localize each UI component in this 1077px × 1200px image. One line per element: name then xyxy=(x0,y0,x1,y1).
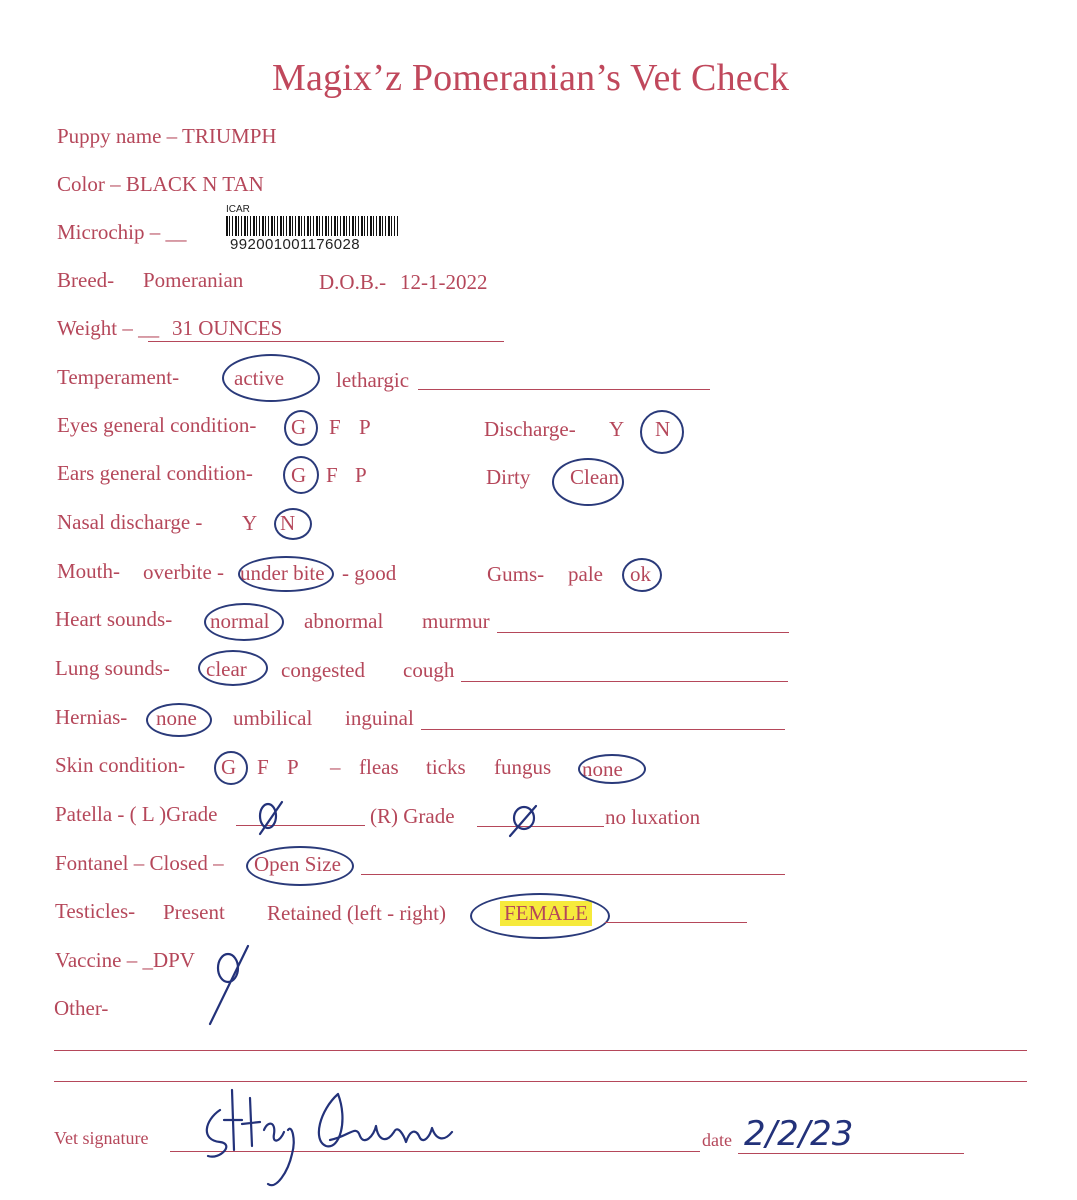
mouth-option-underbite[interactable]: under bite xyxy=(240,561,325,585)
heart-label: Heart sounds- xyxy=(55,607,173,631)
vet-signature-label: Vet signature xyxy=(54,1128,149,1148)
ears-dirty[interactable]: Dirty xyxy=(486,465,531,489)
other-label: Other- xyxy=(54,996,109,1020)
circle-mark-normal xyxy=(204,603,284,641)
lung-option-clear[interactable]: clear xyxy=(206,657,247,681)
handwritten-zero-left xyxy=(252,796,292,840)
date-value[interactable]: 2/2/23 xyxy=(744,1114,854,1154)
circle-mark-ears-g xyxy=(283,456,319,494)
hernias-option-inguinal[interactable]: inguinal xyxy=(345,706,414,730)
hernias-underline xyxy=(421,729,785,730)
circle-mark-skin-none xyxy=(578,754,646,784)
testicles-underline xyxy=(605,922,747,923)
circle-mark-clear xyxy=(198,650,268,686)
breed-label: Breed- xyxy=(57,268,115,292)
microchip-barcode-sticker xyxy=(216,204,396,256)
vet-signature-scribble xyxy=(180,1080,480,1200)
circle-mark-skin-g xyxy=(214,751,248,785)
circle-mark-female xyxy=(470,893,610,939)
temperament-underline xyxy=(418,389,710,390)
circle-mark-clean xyxy=(552,458,624,506)
dob-label: D.O.B.- xyxy=(319,270,387,294)
circle-mark-gums-ok xyxy=(622,558,662,592)
nasal-option-n[interactable]: N xyxy=(280,511,296,535)
heart-option-abnormal[interactable]: abnormal xyxy=(304,609,384,633)
other-line-1 xyxy=(54,1050,1027,1051)
skin-dash: – xyxy=(330,755,341,779)
handwritten-zero-vaccine xyxy=(198,940,258,1030)
weight-label: Weight – __ xyxy=(57,316,160,340)
ears-label: Ears general condition- xyxy=(57,461,253,485)
gums-label: Gums- xyxy=(487,562,545,586)
eyes-option-f[interactable]: F xyxy=(329,415,341,439)
discharge-option-y[interactable]: Y xyxy=(609,417,625,441)
hernias-label: Hernias- xyxy=(55,705,128,729)
dob-value[interactable]: 12-1-2022 xyxy=(400,270,488,294)
mouth-option-good[interactable]: - good xyxy=(342,561,397,585)
vaccine-label: Vaccine – _DPV xyxy=(55,948,195,972)
temperament-option-lethargic[interactable]: lethargic xyxy=(336,368,410,392)
lung-option-cough[interactable]: cough xyxy=(403,658,455,682)
mouth-option-overbite[interactable]: overbite - xyxy=(143,560,225,584)
discharge-label: Discharge- xyxy=(484,417,576,441)
circle-mark-discharge-n xyxy=(640,410,684,454)
circle-mark-open-size xyxy=(246,846,354,886)
handwritten-zero-right xyxy=(500,800,544,840)
color-value[interactable]: BLACK N TAN xyxy=(125,172,264,196)
circle-mark-hernias-none xyxy=(146,703,212,737)
microchip-brand: ICAR xyxy=(226,204,250,215)
skin-option-g[interactable]: G xyxy=(221,755,237,779)
lung-option-congested[interactable]: congested xyxy=(281,658,365,682)
page-title: Magix’z Pomeranian’s Vet Check xyxy=(272,57,790,99)
color-row xyxy=(57,172,264,197)
nasal-label: Nasal discharge - xyxy=(57,510,203,534)
hernias-option-none[interactable]: none xyxy=(156,706,197,730)
skin-option-fleas[interactable]: fleas xyxy=(359,755,399,779)
ears-option-p[interactable]: P xyxy=(355,463,367,487)
circle-mark-active xyxy=(222,354,320,402)
testicles-retained[interactable]: Retained (left - right) xyxy=(267,901,447,925)
eyes-option-p[interactable]: P xyxy=(359,415,371,439)
ears-option-g[interactable]: G xyxy=(291,463,307,487)
fontanel-label: Fontanel – Closed – xyxy=(55,851,224,875)
puppy-name-label: Puppy name – xyxy=(57,124,178,148)
ears-option-f[interactable]: F xyxy=(326,463,338,487)
ears-clean[interactable]: Clean xyxy=(570,465,619,489)
skin-option-fungus[interactable]: fungus xyxy=(494,755,552,779)
heart-option-normal[interactable]: normal xyxy=(210,609,270,633)
testicles-present[interactable]: Present xyxy=(163,900,225,924)
eyes-label: Eyes general condition- xyxy=(57,413,257,437)
heart-option-murmur[interactable]: murmur xyxy=(422,609,490,633)
fontanel-option-open-size[interactable]: Open Size xyxy=(254,852,341,876)
skin-option-ticks[interactable]: ticks xyxy=(426,755,466,779)
circle-mark-underbite xyxy=(238,556,334,592)
weight-underline xyxy=(148,341,504,342)
gums-option-ok[interactable]: ok xyxy=(630,562,651,586)
microchip-number[interactable]: 992001001176028 xyxy=(230,236,361,253)
testicles-value-female[interactable]: FEMALE xyxy=(500,901,592,926)
puppy-name-value[interactable]: TRIUMPH xyxy=(182,124,277,148)
fontanel-underline xyxy=(361,874,785,875)
skin-label: Skin condition- xyxy=(55,753,186,777)
weight-value[interactable]: 31 OUNCES xyxy=(172,316,283,340)
discharge-option-n[interactable]: N xyxy=(655,417,671,441)
temperament-option-active[interactable]: active xyxy=(234,366,285,390)
patella-no-luxation: no luxation xyxy=(605,805,701,829)
skin-option-p[interactable]: P xyxy=(287,755,299,779)
skin-option-none[interactable]: none xyxy=(582,757,623,781)
eyes-option-g[interactable]: G xyxy=(291,415,307,439)
skin-option-f[interactable]: F xyxy=(257,755,269,779)
gums-option-pale[interactable]: pale xyxy=(568,562,603,586)
lung-label: Lung sounds- xyxy=(55,656,170,680)
mouth-label: Mouth- xyxy=(57,559,120,583)
circle-mark-nasal-n xyxy=(274,508,312,540)
puppy-name-row xyxy=(57,124,277,149)
heart-underline xyxy=(497,632,789,633)
circle-mark-eyes-g xyxy=(284,410,318,446)
microchip-label: Microchip – __ xyxy=(57,220,187,244)
temperament-label: Temperament- xyxy=(57,365,180,389)
nasal-option-y[interactable]: Y xyxy=(242,511,258,535)
lung-underline xyxy=(461,681,788,682)
barcode-icon xyxy=(226,216,398,236)
date-label: date xyxy=(702,1130,732,1150)
testicles-label: Testicles- xyxy=(55,899,136,923)
hernias-option-umbilical[interactable]: umbilical xyxy=(233,706,313,730)
patella-right-label: (R) Grade xyxy=(370,804,455,828)
color-label: Color – xyxy=(57,172,121,196)
breed-value[interactable]: Pomeranian xyxy=(143,268,244,292)
patella-left-label: Patella - ( L )Grade xyxy=(55,802,218,826)
